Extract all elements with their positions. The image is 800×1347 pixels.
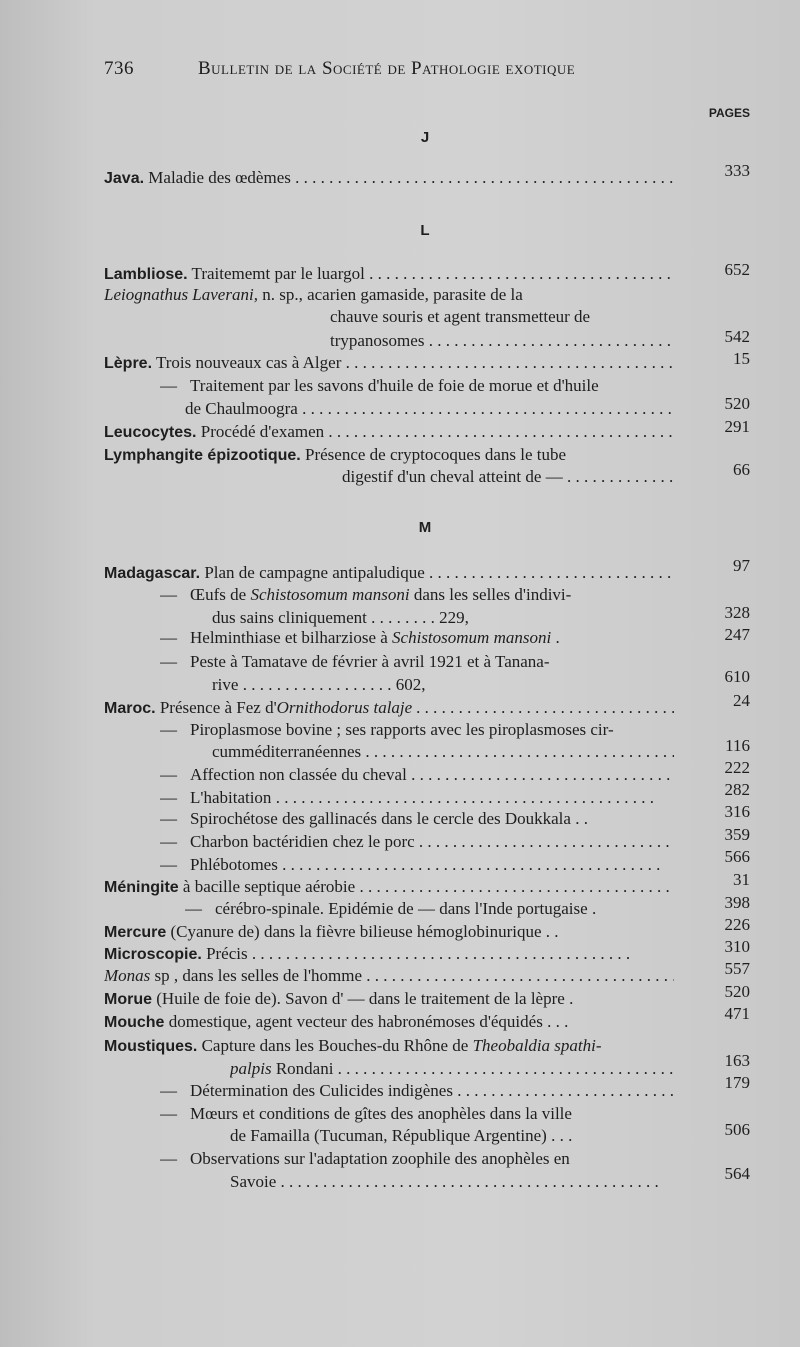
index-entry: Méningite à bacille septique aérobie . . . [104,876,674,898]
journal-title: Bulletin de la Société de Pathologie exotique [198,58,576,79]
index-entry: — Traitement par les savons d'huile de foie de morue et d'huile [160,376,599,395]
index-entry: — Détermination des Culicides indigènes . . . [160,1080,674,1102]
page-ref: 564 [724,1164,750,1183]
page-ref: 310 [724,937,750,956]
page-ref: 226 [724,915,750,934]
page-ref: 66 [733,460,750,479]
page-ref: 24 [733,691,750,710]
page-ref: 316 [724,802,750,821]
page-ref: 506 [724,1120,750,1139]
index-entry-continuation: cumméditerranéennes . . . [212,741,674,763]
letter-heading-j: J [420,129,430,146]
pages-column-label: PAGES [708,106,750,120]
page-ref: 222 [724,758,750,777]
page-ref: 652 [724,260,750,279]
index-entry-continuation: de Famailla (Tucuman, République Argentine) . . . [230,1126,573,1145]
index-entry: Maroc. Présence à Fez d'Ornithodorus talaje . . . [104,697,674,719]
index-entry: Moustiques. Capture dans les Bouches-du Rhône de Theobaldia spathi- [104,1036,602,1055]
index-entry: Microscopie. Précis . . . [104,943,674,965]
index-entry: Leucocytes. Procédé d'examen . . . [104,421,674,443]
index-entry: — cérébro-spinale. Epidémie de — dans l'Inde portugaise . [185,899,597,918]
index-entry: — Observations sur l'adaptation zoophile des anophèles en [160,1149,570,1168]
page-ref: 282 [724,780,750,799]
index-entry-continuation: Savoie . . . [230,1171,674,1193]
index-entry: — Piroplasmose bovine ; ses rapports avec les piroplasmoses cir- [160,720,614,739]
index-entry-continuation: de Chaulmoogra . . . [185,398,674,420]
page-ref: 333 [724,161,750,180]
index-entry: Java. Maladie des œdèmes . . . [104,167,674,189]
index-entry-continuation: palpis Rondani . . . [230,1058,674,1080]
index-entry: Monas sp , dans les selles de l'homme . . . [104,965,674,987]
page-ref: 398 [724,893,750,912]
page-ref: 291 [724,417,750,436]
index-entry: Lymphangite épizootique. Présence de cryptocoques dans le tube [104,445,567,464]
index-entry: Mouche domestique, agent vecteur des habronémoses d'équidés . . . [104,1012,569,1031]
index-entry-continuation: digestif d'un cheval atteint de — . . . [342,466,674,488]
index-entry: — Peste à Tamatave de février à avril 1921 et à Tanana- [160,652,550,671]
page-ref: 557 [724,959,750,978]
index-entry: — Spirochétose des gallinacés dans le cercle des Doukkala . . [160,809,588,828]
index-entry: Madagascar. Plan de campagne antipaludique . . . [104,562,674,584]
index-entry-continuation: rive . . . . . . . . . . . . . . . . . . 602, [212,675,426,694]
page-ref: 179 [724,1073,750,1092]
index-entry-continuation: dus sains cliniquement . . . . . . . . 229, [212,608,469,627]
page-ref: 15 [733,349,750,368]
index-entry: Mercure (Cyanure de) dans la fièvre bilieuse hémoglobinurique . . [104,922,559,941]
page-ref: 116 [725,736,750,755]
index-entry: — L'habitation . . . [160,787,674,809]
index-entry: Leiognathus Laverani, n. sp., acarien gamaside, parasite de la [104,285,523,304]
index-entry-continuation: trypanosomes . . . [330,330,674,352]
index-entry: — Mœurs et conditions de gîtes des anophèles dans la ville [160,1104,572,1123]
index-entry: — Phlébotomes . . . [160,854,674,876]
page-ref: 542 [724,327,750,346]
index-entry: — Charbon bactéridien chez le porc . . . [160,831,674,853]
index-entry: Lèpre. Trois nouveaux cas à Alger . . . [104,352,674,374]
index-entry: Lambliose. Traitememt par le luargol . . . [104,263,674,285]
page-ref: 610 [724,667,750,686]
page-ref: 520 [724,394,750,413]
page-ref: 520 [724,982,750,1001]
index-entry: Morue (Huile de foie de). Savon d' — dans le traitement de la lèpre . [104,989,574,1008]
page-number: 736 [104,58,134,79]
page-ref: 163 [724,1051,750,1070]
page-ref: 328 [724,603,750,622]
page-ref: 471 [724,1004,750,1023]
index-entry: — Helminthiase et bilharziose à Schistosomum mansoni . [160,628,560,647]
letter-heading-l: L [420,222,430,239]
index-entry: — Affection non classée du cheval . . . [160,764,674,786]
page-ref: 31 [733,870,750,889]
letter-heading-m: M [418,519,432,536]
index-entry: — Œufs de Schistosomum mansoni dans les selles d'indivi- [160,585,572,604]
page-ref: 566 [724,847,750,866]
index-entry-continuation: chauve souris et agent transmetteur de [330,307,591,326]
page-ref: 247 [724,625,750,644]
page-ref: 97 [733,556,750,575]
page-ref: 359 [724,825,750,844]
